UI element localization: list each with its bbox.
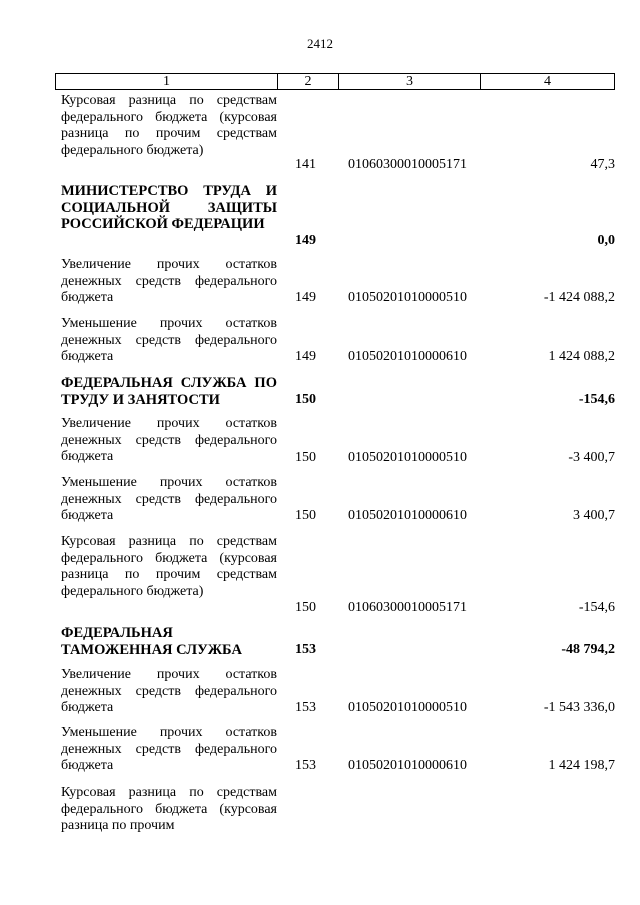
- row-name: ФЕДЕРАЛЬНАЯ ТАМОЖЕННАЯ СЛУЖБА: [61, 625, 242, 658]
- row-name: Уменьшение прочих остатков денежных средств федерального бюджета: [61, 725, 277, 774]
- row-code: 141: [295, 157, 316, 172]
- table-row: [55, 534, 615, 618]
- row-kbk: 01060300010005171: [348, 600, 467, 615]
- table-row: [55, 93, 615, 177]
- table-row: [55, 785, 615, 837]
- row-code: 153: [295, 642, 316, 657]
- row-kbk: 01050201010000510: [348, 290, 467, 305]
- row-code: 149: [295, 349, 316, 364]
- table-row: [55, 725, 615, 777]
- table-row: [55, 475, 615, 527]
- row-kbk: 01050201010000610: [348, 758, 467, 773]
- table-row: [55, 316, 615, 368]
- table-row: [55, 257, 615, 309]
- row-name: ФЕДЕРАЛЬНАЯ СЛУЖБА ПО ТРУДУ И ЗАНЯТОСТИ: [61, 375, 277, 408]
- table-row: [55, 375, 615, 411]
- row-code: 150: [295, 600, 316, 615]
- column-header-4: 4: [480, 74, 614, 89]
- column-header-2: 2: [277, 74, 338, 89]
- row-name: Уменьшение прочих остатков денежных средств федерального бюджета: [61, 316, 277, 365]
- row-name: Увеличение прочих остатков денежных средств федерального бюджета: [61, 667, 277, 716]
- row-amount: -48 794,2: [561, 642, 615, 657]
- row-code: 149: [295, 233, 316, 248]
- row-amount: -154,6: [578, 600, 615, 615]
- row-kbk: 01060300010005171: [348, 157, 467, 172]
- row-amount: -3 400,7: [568, 450, 615, 465]
- row-name: Увеличение прочих остатков денежных средств федерального бюджета: [61, 416, 277, 465]
- row-name: Уменьшение прочих остатков денежных средств федерального бюджета: [61, 475, 277, 524]
- row-code: 149: [295, 290, 316, 305]
- row-code: 150: [295, 450, 316, 465]
- row-amount: 3 400,7: [573, 508, 615, 523]
- row-kbk: 01050201010000610: [348, 508, 467, 523]
- row-name: Курсовая разница по средствам федерального бюджета (курсовая разница по прочим средствам федерального бюджета): [61, 534, 277, 600]
- row-amount: 1 424 198,7: [548, 758, 615, 773]
- row-name: МИНИСТЕРСТВО ТРУДА И СОЦИАЛЬНОЙ ЗАЩИТЫ РОССИЙСКОЙ ФЕДЕРАЦИИ: [61, 183, 277, 232]
- row-kbk: 01050201010000510: [348, 700, 467, 715]
- table-row: [55, 183, 615, 251]
- row-amount: 1 424 088,2: [548, 349, 615, 364]
- column-header-3: 3: [338, 74, 480, 89]
- table-row: [55, 416, 615, 468]
- row-amount: 0,0: [597, 233, 615, 248]
- table-header: [55, 73, 615, 90]
- row-code: 150: [295, 392, 316, 407]
- row-name: Курсовая разница по средствам федерального бюджета (курсовая разница по прочим средствам федерального бюджета): [61, 93, 277, 159]
- page-number: 2412: [307, 36, 333, 51]
- row-amount: -1 543 336,0: [543, 700, 615, 715]
- column-header-1: 1: [163, 74, 170, 89]
- row-code: 153: [295, 758, 316, 773]
- table-row: [55, 667, 615, 719]
- row-name: Курсовая разница по средствам федерального бюджета (курсовая разница по прочим: [61, 785, 277, 834]
- row-amount: -1 424 088,2: [543, 290, 615, 305]
- row-amount: 47,3: [590, 157, 615, 172]
- row-kbk: 01050201010000610: [348, 349, 467, 364]
- table-row: [55, 625, 615, 661]
- row-code: 150: [295, 508, 316, 523]
- row-kbk: 01050201010000510: [348, 450, 467, 465]
- row-name: Увеличение прочих остатков денежных средств федерального бюджета: [61, 257, 277, 306]
- row-code: 153: [295, 700, 316, 715]
- row-amount: -154,6: [578, 392, 615, 407]
